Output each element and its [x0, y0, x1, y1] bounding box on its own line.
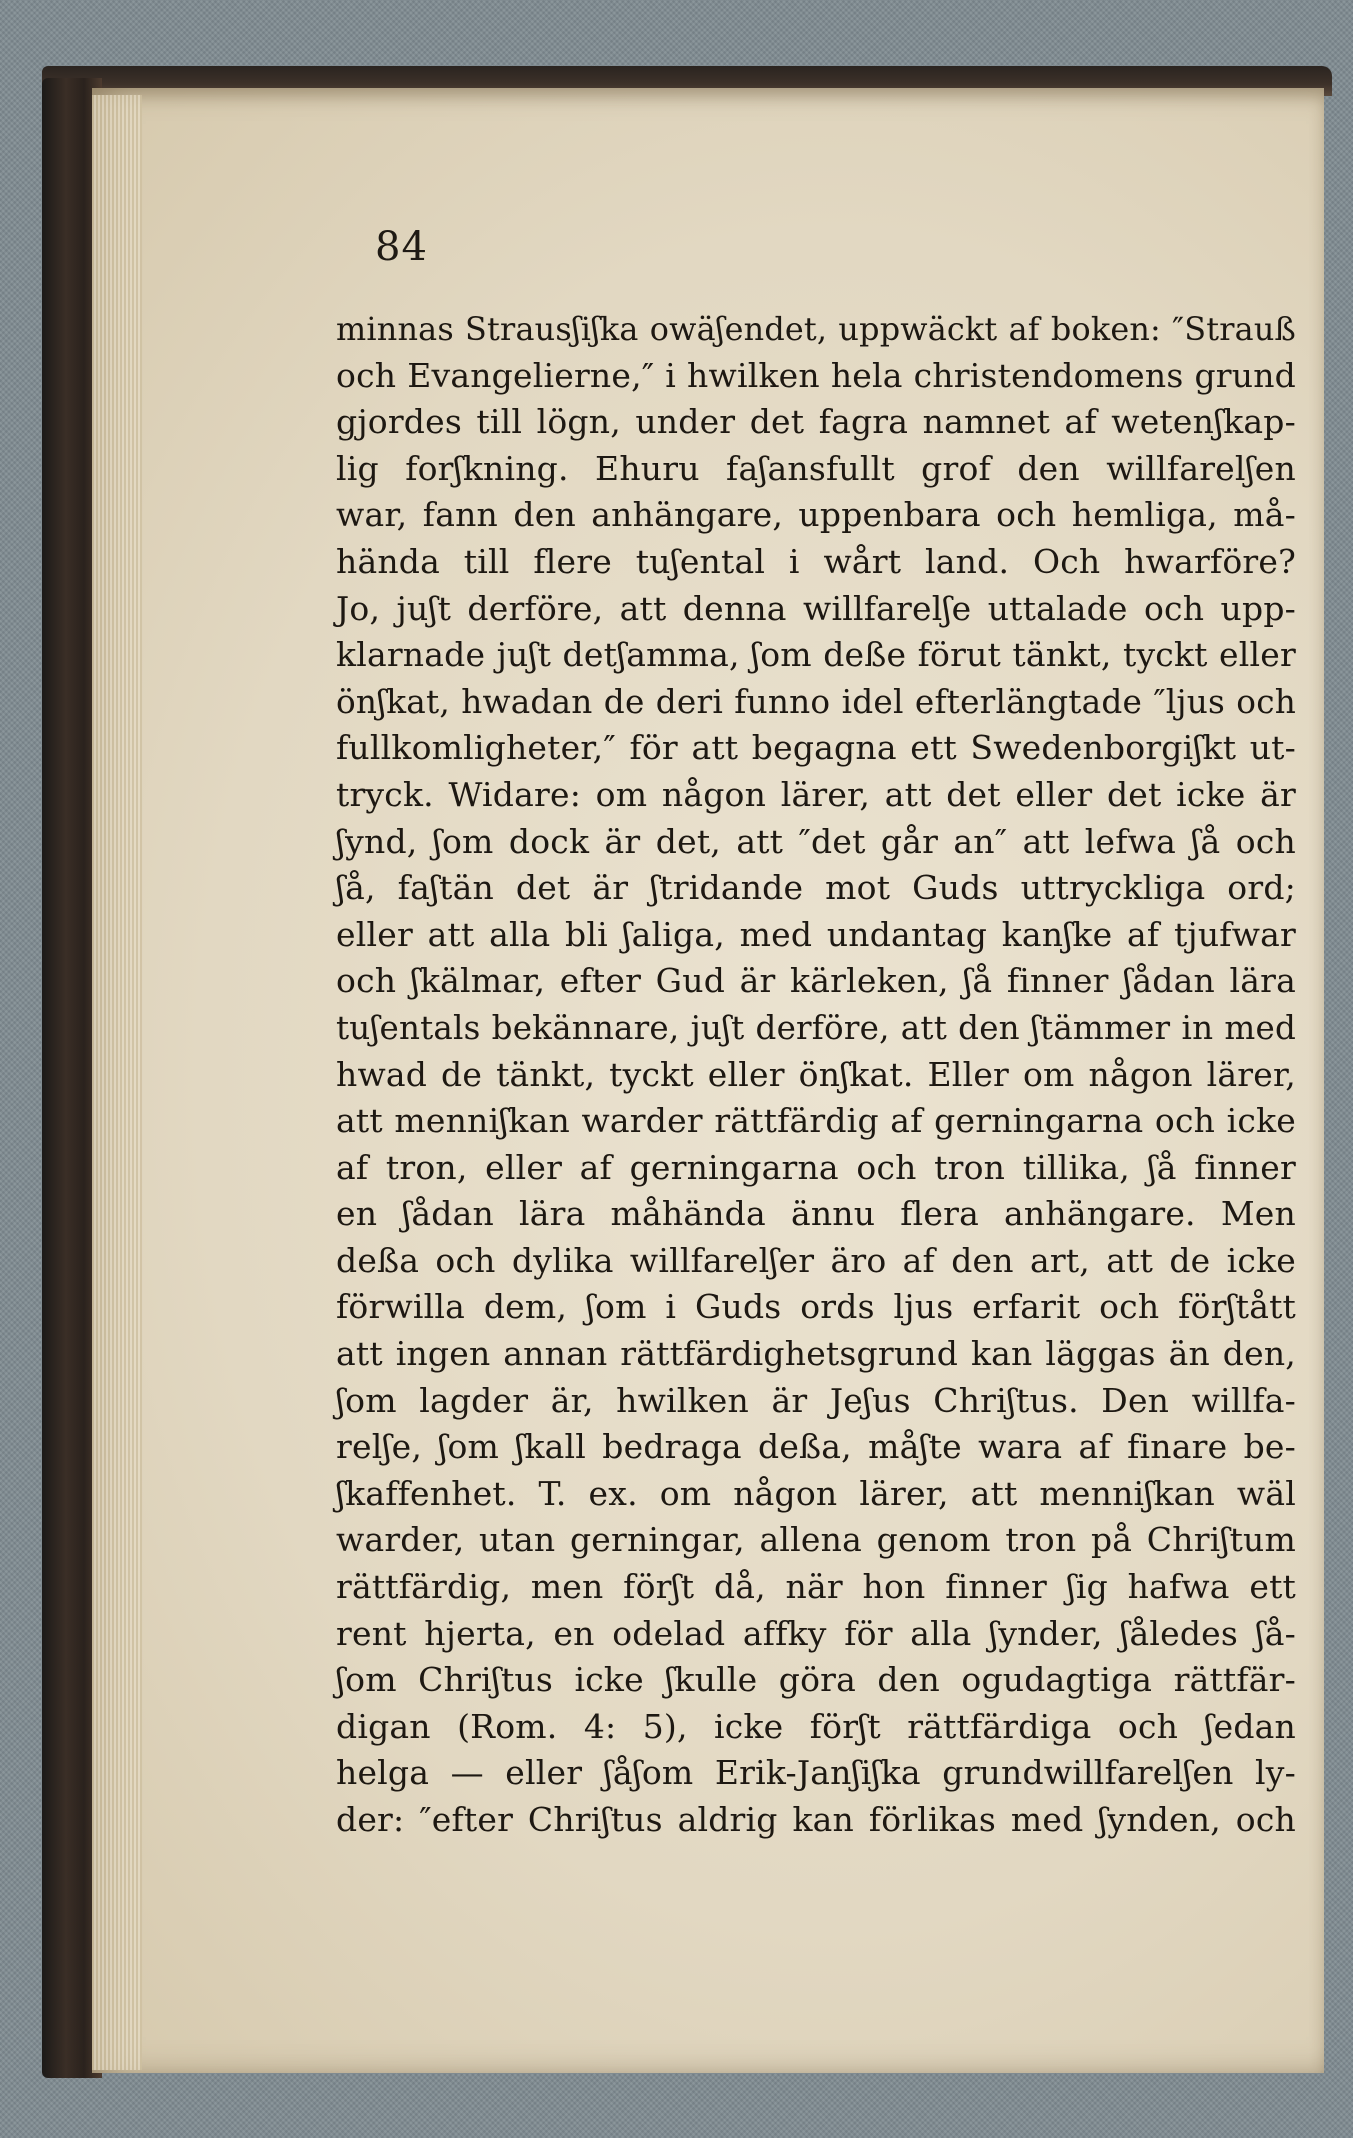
text-line: ʃynd, ʃom dock är det, att ″det går an″ att lefwa ʃå och: [336, 821, 1296, 861]
text-line: ʃkaffenhet. T. ex. om någon lärer, att menniʃkan wäl: [336, 1473, 1296, 1513]
text-line: Jo, juʃt derföre, att denna willfarelʃe uttalade och upp-: [336, 588, 1296, 628]
text-line: hwad de tänkt, tyckt eller önʃkat. Eller om någon lärer,: [336, 1054, 1296, 1094]
text-line: ʃom lagder är, hwilken är Jeʃus Chriʃtus. Den willfa-: [336, 1380, 1296, 1420]
text-line: tuʃentals bekännare, juʃt derföre, att den ʃtämmer in med: [336, 1008, 1296, 1047]
text-line: tryck. Widare: om någon lärer, att det eller det icke är: [336, 774, 1296, 814]
text-line: rättfärdig, men förʃt då, när hon finner ʃig hafwa ett: [336, 1567, 1296, 1607]
page-edges: [92, 95, 142, 2070]
text-line: warder, utan gerningar, allena genom tron på Chriʃtum: [336, 1520, 1296, 1560]
text-line: att ingen annan rättfärdighetsgrund kan läggas än den,: [336, 1334, 1296, 1374]
text-line: war, fann den anhängare, uppenbara och hemliga, må-: [336, 495, 1296, 535]
text-line: hända till flere tuʃental i wårt land. Och hwarföre?: [336, 541, 1296, 581]
text-line: der: ″efter Chriʃtus aldrig kan förlikas med ʃynden, och: [336, 1800, 1296, 1839]
text-line: förwilla dem, ʃom i Guds ords ljus erfarit och förʃtått: [336, 1287, 1296, 1327]
text-line: digan (Rom. 4: 5), icke förʃt rättfärdiga och ʃedan: [336, 1706, 1296, 1746]
text-line: ʃom Chriʃtus icke ʃkulle göra den ogudagtiga rättfär-: [336, 1660, 1296, 1700]
text-line: fullkomligheter,″ för att begagna ett Swedenborgiʃkt ut-: [336, 728, 1296, 768]
text-line: minnas Strausʃiʃka owäʃendet, uppwäckt af boken: ″Strauß: [336, 310, 1296, 348]
text-line: klarnade juʃt detʃamma, ʃom deße förut tänkt, tyckt eller: [336, 635, 1296, 675]
text-line: lig forʃkning. Ehuru faʃansfullt grof den willfarelʃen: [336, 448, 1296, 488]
text-line: ʃå, faʃtän det är ʃtridande mot Guds uttryckliga ord;: [336, 868, 1296, 908]
text-line: och ʃkälmar, efter Gud är kärleken, ʃå finner ʃådan lära: [336, 961, 1296, 1001]
text-line: och Evangelierne,″ i hwilken hela christendomens grund: [336, 355, 1296, 395]
text-line: att menniʃkan warder rättfärdig af gerningarna och icke: [336, 1101, 1296, 1141]
text-line: rent hjerta, en odelad affky för alla ʃynder, ʃåledes ʃå-: [336, 1613, 1296, 1653]
text-line: önʃkat, hwadan de deri funno idel efterlängtade ″ljus och: [336, 682, 1296, 721]
page-text: [336, 306, 1296, 1844]
text-line: af tron, eller af gerningarna och tron tillika, ʃå finner: [336, 1147, 1296, 1187]
text-line: eller att alla bli ʃaliga, med undantag kanʃke af tjufwar: [336, 914, 1296, 954]
text-line: en ʃådan lära måhända ännu flera anhängare. Men: [336, 1194, 1296, 1234]
text-line: deßa och dylika willfarelʃer äro af den art, att de icke: [336, 1240, 1296, 1280]
text-line: gjordes till lögn, under det fagra namnet af wetenʃkap-: [336, 402, 1296, 442]
text-line: helga — eller ʃåʃom Erik-Janʃiʃka grundwillfarelʃen ly-: [336, 1753, 1296, 1793]
page-number: 84: [375, 224, 428, 270]
text-line: relʃe, ʃom ʃkall bedraga deßa, måʃte wara af finare be-: [336, 1427, 1296, 1467]
